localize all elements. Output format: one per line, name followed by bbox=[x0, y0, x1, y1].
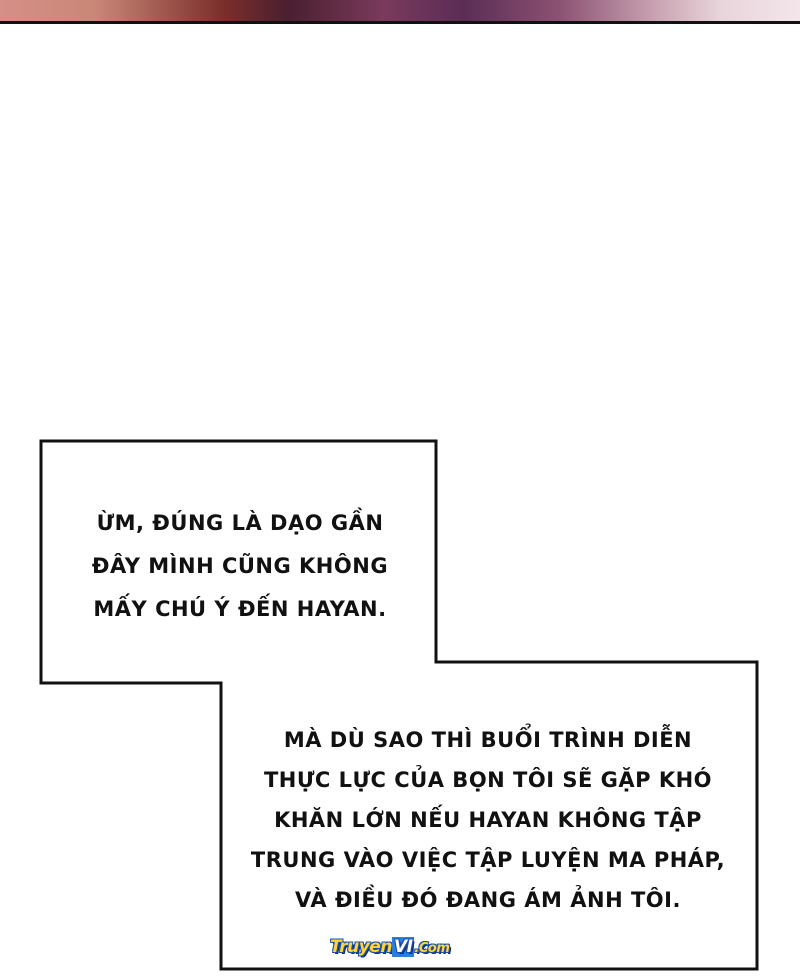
narration-2-line: KHĂN LỚN NẾU HAYAN KHÔNG TẬP bbox=[274, 808, 702, 832]
narration-2-line: VÀ ĐIỀU ĐÓ ĐANG ÁM ẢNH TÔI. bbox=[295, 888, 681, 912]
narration-1-line: ĐÂY MÌNH CŨNG KHÔNG bbox=[91, 554, 389, 578]
narration-text-2 bbox=[238, 720, 738, 920]
narration-2-line: TRUNG VÀO VIỆC TẬP LUYỆN MA PHÁP, bbox=[250, 848, 726, 872]
watermark-part-2: VI bbox=[393, 937, 413, 957]
narration-text-1 bbox=[60, 502, 420, 631]
watermark-part-1: Truyen bbox=[330, 937, 392, 957]
narration-2-line: THỰC LỰC CỦA BỌN TÔI SẼ GẶP KHÓ bbox=[263, 768, 713, 792]
site-watermark-logo bbox=[330, 937, 449, 957]
narration-1-line: MẤY CHÚ Ý ĐẾN HAYAN. bbox=[93, 597, 387, 621]
watermark-part-3: .Com bbox=[414, 941, 450, 956]
narration-1-line: ỪM, ĐÚNG LÀ DẠO GẦN bbox=[96, 511, 384, 535]
narration-2-line: MÀ DÙ SAO THÌ BUỔI TRÌNH DIỄN bbox=[283, 728, 693, 752]
